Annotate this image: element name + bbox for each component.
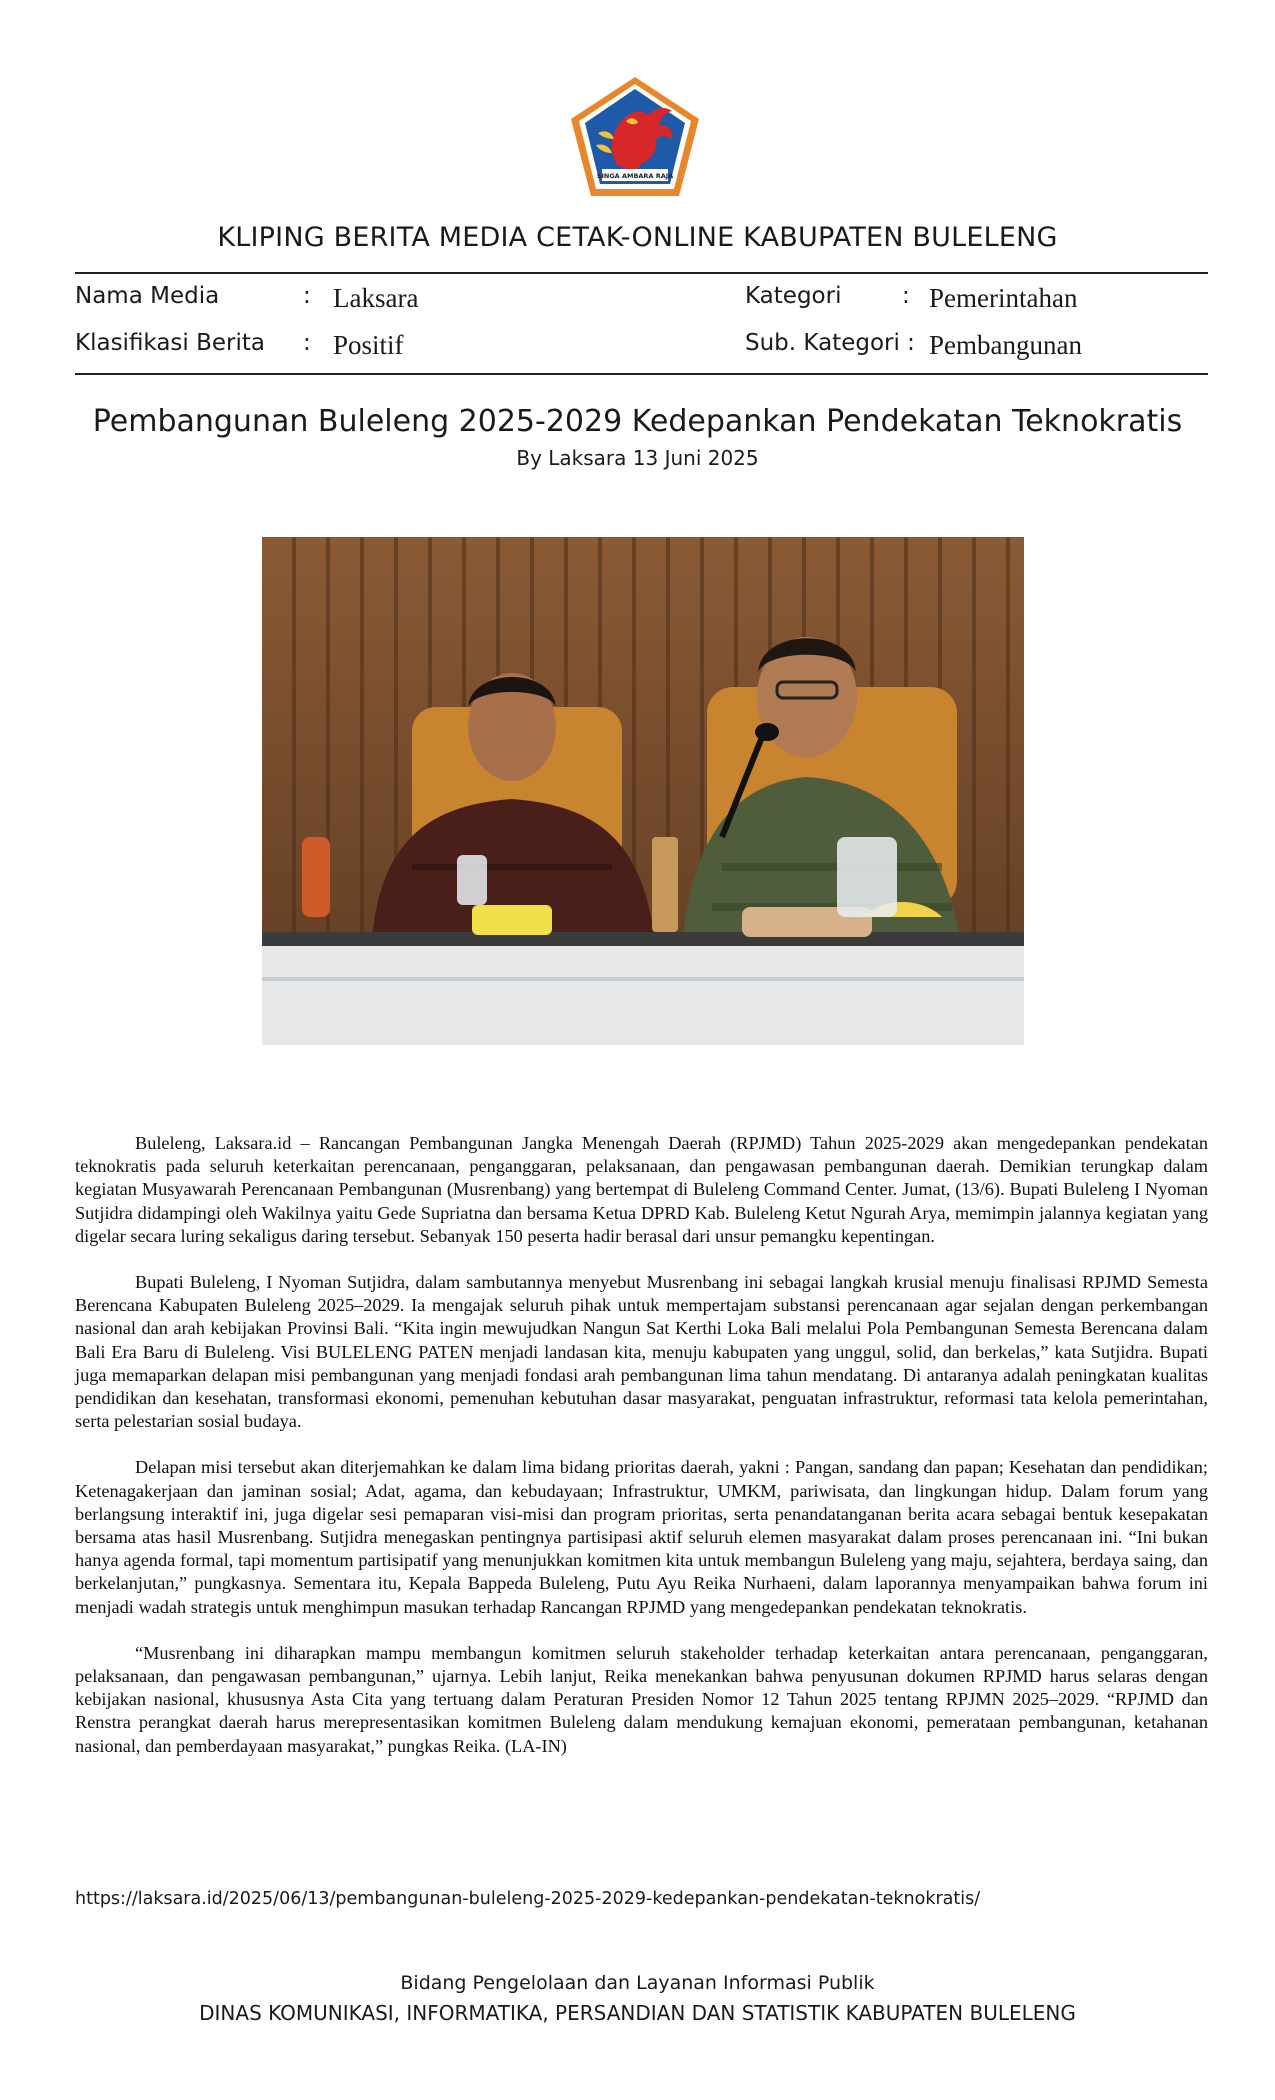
- article-byline: By Laksara 13 Juni 2025: [516, 446, 759, 470]
- footer-department: Bidang Pengelolaan dan Layanan Informasi Publik: [400, 1972, 875, 1994]
- klasifikasi-label: Klasifikasi Berita: [75, 330, 266, 356]
- kategori-label: Kategori: [745, 283, 842, 309]
- article-paragraph: Delapan misi tersebut akan diterjemahkan ke dalam lima bidang prioritas daerah, yakni : Pangan, sandang dan papan; Kesehatan dan pendidikan; Ketenagakerjaan dan jaminan sosial; Adat, agama, dan kebudayaan; Infrastruktur, UMKM, pariwisata, dan lingkungan hidup. Dalam forum yang berlangsung interaktif ini, juga digelar sesi pemaparan visi-misi dan program prioritas, serta penandatanganan berita acara sebagai bentuk kesepakatan bersama atas hasil Musrenbang. Sutjidra menegaskan pentingnya partisipasi aktif seluruh elemen masyarakat dalam proses perencanaan ini. “Ini bukan hanya agenda formal, tapi momentum partisipatif yang menunjukkan komitmen kita untuk membangun Buleleng yang maju, sejahtera, berdaya saing, dan berkelanjutan,” pungkasnya. Sementara itu, Kepala Bappeda Buleleng, Putu Ayu Reika Nurhaeni, dalam laporannya menyampaikan bahwa forum ini menjadi wadah strategis untuk menghimpun masukan terhadap Rancangan RPJMD yang mengedepankan pendekatan teknokratis.: [75, 1457, 1208, 1617]
- subkategori-label: Sub. Kategori :: [745, 330, 915, 356]
- logo-caption: SINGA AMBARA RAJA: [596, 172, 674, 180]
- header-rule-bottom: [75, 373, 1208, 375]
- article-body: [75, 1132, 1208, 1781]
- article-title: Pembangunan Buleleng 2025-2029 Kedepankan Pendekatan Teknokratis: [92, 404, 1183, 439]
- article-paragraph: “Musrenbang ini diharapkan mampu membangun komitmen seluruh stakeholder terhadap keterkaitan antara perencanaan, penganggaran, pelaksanaan, dan pengawasan pembangunan,” ujarnya. Lebih lanjut, Reika menekankan bahwa penyusunan dokumen RPJMD harus selaras dengan kebijakan nasional, khususnya Asta Cita yang tertuang dalam Peraturan Presiden Nomor 12 Tahun 2025 tentang RPJMN 2025–2029. “RPJMD dan Renstra perangkat daerah harus merepresentasikan komitmen Buleleng dalam mendukung kemajuan ekonomi, pemerataan pembangunan, ketahanan nasional, dan pemberdayaan masyarakat,” pungkas Reika. (LA-IN): [75, 1642, 1208, 1756]
- kategori-value: Pemerintahan: [929, 283, 1078, 313]
- nama-media-colon: :: [303, 283, 311, 309]
- source-url[interactable]: https://laksara.id/2025/06/13/pembangunan-buleleng-2025-2029-kedepankan-pendekatan-teknokratis/: [75, 1889, 981, 1909]
- article-paragraph: Buleleng, Laksara.id – Rancangan Pembangunan Jangka Menengah Daerah (RPJMD) Tahun 2025-2029 akan mengedepankan pendekatan teknokratis pada seluruh keterkaitan perencanaan, penganggaran, pelaksanaan, dan pengawasan pembangunan daerah. Demikian terungkap dalam kegiatan Musyawarah Perencanaan Pembangunan (Musrenbang) yang bertempat di Buleleng Command Center. Jumat, (13/6). Bupati Buleleng I Nyoman Sutjidra didampingi oleh Wakilnya yaitu Gede Supriatna dan bersama Ketua DPRD Kab. Buleleng Ketut Ngurah Arya, memimpin jalannya kegiatan yang digelar secara luring sekaligus daring tersebut. Sebanyak 150 peserta hadir berasal dari unsur pemangku kepentingan.: [75, 1133, 1208, 1246]
- document-header-title: KLIPING BERITA MEDIA CETAK-ONLINE KABUPATEN BULELENG: [217, 222, 1058, 253]
- subkategori-value: Pembangunan: [929, 330, 1082, 360]
- klasifikasi-value: Positif: [333, 330, 404, 360]
- nama-media-label: Nama Media: [75, 283, 220, 309]
- klasifikasi-colon: :: [303, 330, 311, 356]
- article-photo: [262, 537, 1024, 1045]
- kategori-colon: :: [902, 283, 910, 309]
- nama-media-value: Laksara: [333, 283, 419, 313]
- header-rule-top: [75, 272, 1208, 274]
- buleleng-logo: [568, 75, 702, 199]
- footer-agency: DINAS KOMUNIKASI, INFORMATIKA, PERSANDIAN DAN STATISTIK KABUPATEN BULELENG: [199, 2001, 1076, 2025]
- article-paragraph: Bupati Buleleng, I Nyoman Sutjidra, dalam sambutannya menyebut Musrenbang ini sebagai langkah krusial menuju finalisasi RPJMD Semesta Berencana Kabupaten Buleleng 2025–2029. Ia mengajak seluruh pihak untuk mempertajam substansi perencanaan agar sejalan dengan perkembangan nasional dan arah kebijakan Provinsi Bali. “Kita ingin mewujudkan Nangun Sat Kerthi Loka Bali melalui Pola Pembangunan Semesta Berencana dalam Bali Era Baru di Buleleng. Visi BULELENG PATEN menjadi landasan kita, menuju kabupaten yang unggul, solid, dan berkelas,” kata Sutjidra. Bupati juga memaparkan delapan misi pembangunan yang menjadi fondasi arah pembangunan lima tahun mendatang. Di antaranya adalah peningkatan kualitas pendidikan dan kesehatan, transformasi ekonomi, pemenuhan kebutuhan dasar masyarakat, penguatan infrastruktur, reformasi tata kelola pemerintahan, serta pelestarian sosial budaya.: [75, 1272, 1208, 1432]
